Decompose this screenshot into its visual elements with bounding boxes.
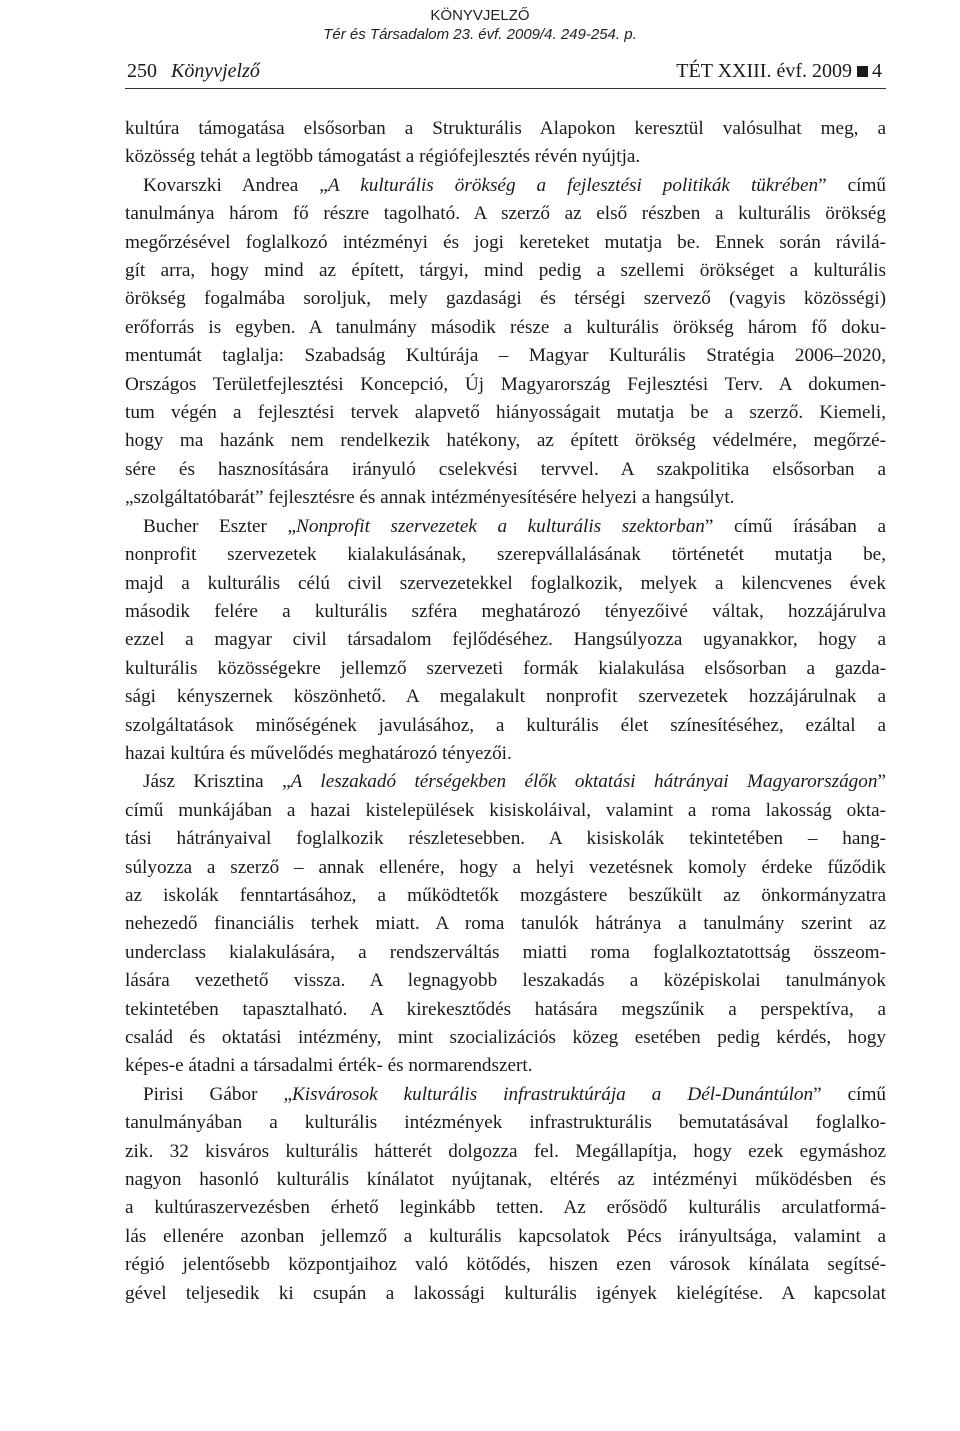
text-segment: nonprofit szervezetek kialakulásának, szerepvállalásának történetét mutatja be, [125,544,886,566]
text-line [125,768,886,796]
text-line [125,427,886,455]
text-segment: szolgáltatások minőségének javulásához, a kulturális élet színesítéséhez, ezáltal a [125,714,886,736]
text-segment: tekintetében tapasztalható. A kirekesztődés hatására megszűnik a perspektíva, a [125,998,886,1020]
text-segment: kulturális közösségekre jellemző szervezeti formák kialakulása elsősorban a gazda- [125,657,886,679]
text-segment: tási hátrányaival foglalkozik részletesebben. A kisiskolák tekintetében – hang- [125,828,886,850]
watermark-title: KÖNYVJELZŐ [430,7,530,24]
text-line [125,1081,886,1109]
text-line [125,712,886,740]
text-segment: tanulmányában a kulturális intézmények infrastrukturális bemutatásával foglalko- [125,1112,886,1134]
text-segment: tanulmánya három fő részre tagolható. A szerző az első részben a kulturális örökség [125,203,886,225]
text-line [125,1024,886,1052]
text-segment: gével teljesedik ki csupán a lakossági kulturális igények kielégítése. A kapcsolat [125,1282,886,1304]
text-segment: Kovarszki Andrea „ [143,174,328,196]
text-line [125,1138,886,1166]
cited-title: A leszakadó térségekben élők oktatási hátrányai Magyarországon [290,771,878,793]
text-line [125,1251,886,1279]
cited-title: A kulturális örökség a fejlesztési politikák tükrében [327,174,819,196]
text-segment: ” című írásában a [704,515,886,537]
text-segment: második felére a kulturális szféra meghatározó tényezőivé váltak, hozzájárulva [125,600,886,622]
text-segment: underclass kialakulására, a rendszerváltás miatti roma foglalkoztatottság összeom- [125,941,886,963]
text-line [125,541,886,569]
source-watermark [0,6,960,44]
text-line [125,882,886,910]
text-segment: nehezedő financiális terhek miatt. A roma tanulók hátránya a tanulmány szerint az [125,913,886,935]
text-line [125,1280,886,1308]
article-body [125,115,886,1308]
text-segment: kultúra támogatása elsősorban a Strukturális Alapokon keresztül valósulhat meg, a [125,118,886,139]
text-line [125,797,886,825]
text-segment: régió jelentősebb központjaihoz való kötődés, hiszen ezen városok kínálata segítsé- [125,1254,886,1276]
text-line [125,314,886,342]
text-segment: nagyon hasonló kulturális kínálatot nyújtanak, eltérés az intézményi működésben és [125,1169,886,1191]
text-line [125,172,886,200]
text-segment: mentumát taglalja: Szabadság Kultúrája – Magyar Kulturális Stratégia 2006–2020, [125,345,886,367]
text-segment: a kultúraszervezésben érhető leginkább tetten. Az erősödő kulturális arculatformá- [125,1197,886,1219]
text-segment: című munkájában a hazai kistelepülések kisiskoláival, valamint a roma lakosság okta- [125,799,886,821]
text-segment: hogy ma hazánk nem rendelkezik hatékony, az épített örökség védelmére, megőrzé- [125,430,886,452]
text-line [125,1052,886,1080]
text-line [125,854,886,882]
text-segment: tum végén a fejlesztési tervek alapvető hiányosságait mutatja be a szerző. Kiemeli, [125,402,886,424]
text-segment: ” című [813,1083,886,1105]
text-segment: súlyozza a szerző – annak ellenére, hogy a helyi vezetésnek komoly érdeke fűződik [125,856,886,878]
text-segment: közösség tehát a legtöbb támogatást a régiófejlesztés révén nyújtja. [125,146,641,168]
text-segment: Jász Krisztina „ [143,771,291,793]
text-line [125,939,886,967]
running-head-left [127,58,260,84]
text-line [125,598,886,626]
text-line [125,910,886,938]
text-line [125,143,886,171]
text-line [125,825,886,853]
text-segment: képes-e átadni a társadalmi érték- és normarendszert. [125,1055,533,1077]
text-segment: ezzel a magyar civil társadalom fejlődéséhez. Hangsúlyozza ugyanakkor, hogy a [125,629,886,651]
text-segment: örökség fogalmába soroljuk, mely gazdasági és térségi szervező (vagyis közösségi) [125,288,886,310]
text-line [125,683,886,711]
text-line [125,655,886,683]
text-segment: megőrzésével foglalkozó intézményi és jogi kereteket mutatja be. Ennek során rávilá- [125,231,886,253]
text-line [125,740,886,768]
text-segment: ” című [818,174,886,196]
text-line [125,257,886,285]
section-title: Könyvjelző [171,60,260,82]
watermark-source: Tér és Társadalom 23. évf. 2009/4. 249-254. p. [323,26,637,43]
text-line [125,484,886,512]
text-line [125,229,886,257]
text-line [125,1194,886,1222]
page-number: 250 [127,60,157,82]
text-line [125,570,886,598]
text-line [125,371,886,399]
text-segment: erőforrás is egyben. A tanulmány második része a kulturális örökség három fő doku- [125,316,886,338]
text-segment: hazai kultúra és művelődés meghatározó tényezői. [125,742,512,764]
issue-number: 4 [872,60,882,82]
text-line [125,513,886,541]
text-line [125,1109,886,1137]
text-segment: az iskolák fenntartásához, a működtetők mozgástere beszűkült az önkormányzatra [125,884,886,906]
text-line [125,200,886,228]
text-segment: család és oktatási intézmény, mint szocializációs közeg esetében pedig kérdés, hogy [125,1027,886,1048]
text-segment: zik. 32 kisváros kulturális hátterét dolgozza fel. Megállapítja, hogy ezek egymáshoz [125,1140,886,1162]
text-line [125,399,886,427]
text-segment: sére és hasznosítására irányuló cselekvési tervvel. A szakpolitika elsősorban a [125,458,886,480]
text-segment: „szolgáltatóbarát” fejlesztésre és annak intézményesítésére helyezi a hangsúlyt. [125,487,735,509]
text-segment: Pirisi Gábor „ [143,1083,292,1105]
text-line [125,1166,886,1194]
text-segment: sági kényszernek köszönhető. A megalakult nonprofit szervezetek hozzájárulnak a [125,686,886,708]
text-line [125,626,886,654]
text-line [125,342,886,370]
running-head [125,58,886,89]
text-segment: ” [877,771,886,793]
text-segment: majd a kulturális célú civil szervezetekkel foglalkozik, melyek a kilencvenes évek [125,572,886,594]
square-bullet-icon [857,66,868,77]
running-head-right [676,58,882,84]
text-line [125,996,886,1024]
text-segment: Országos Területfejlesztési Koncepció, Új Magyarország Fejlesztési Terv. A dokumen- [125,373,886,395]
text-line [125,115,886,143]
text-segment: Bucher Eszter „ [143,515,297,537]
text-line [125,1223,886,1251]
text-line [125,456,886,484]
text-segment: lására vezethető vissza. A legnagyobb leszakadás a középiskolai tanulmányok [125,970,886,992]
cited-title: Nonprofit szervezetek a kulturális szektorban [296,515,705,537]
text-segment: gít arra, hogy mind az épített, tárgyi, mind pedig a szellemi örökséget a kulturális [125,260,886,282]
text-segment: lás ellenére azonban jellemző a kulturális kapcsolatok Pécs irányultsága, valamint a [125,1225,886,1247]
text-line [125,285,886,313]
text-line [125,967,886,995]
cited-title: Kisvárosok kulturális infrastruktúrája a Dél-Dunántúlon [291,1083,814,1105]
journal-volume: TÉT XXIII. évf. 2009 [676,60,852,82]
